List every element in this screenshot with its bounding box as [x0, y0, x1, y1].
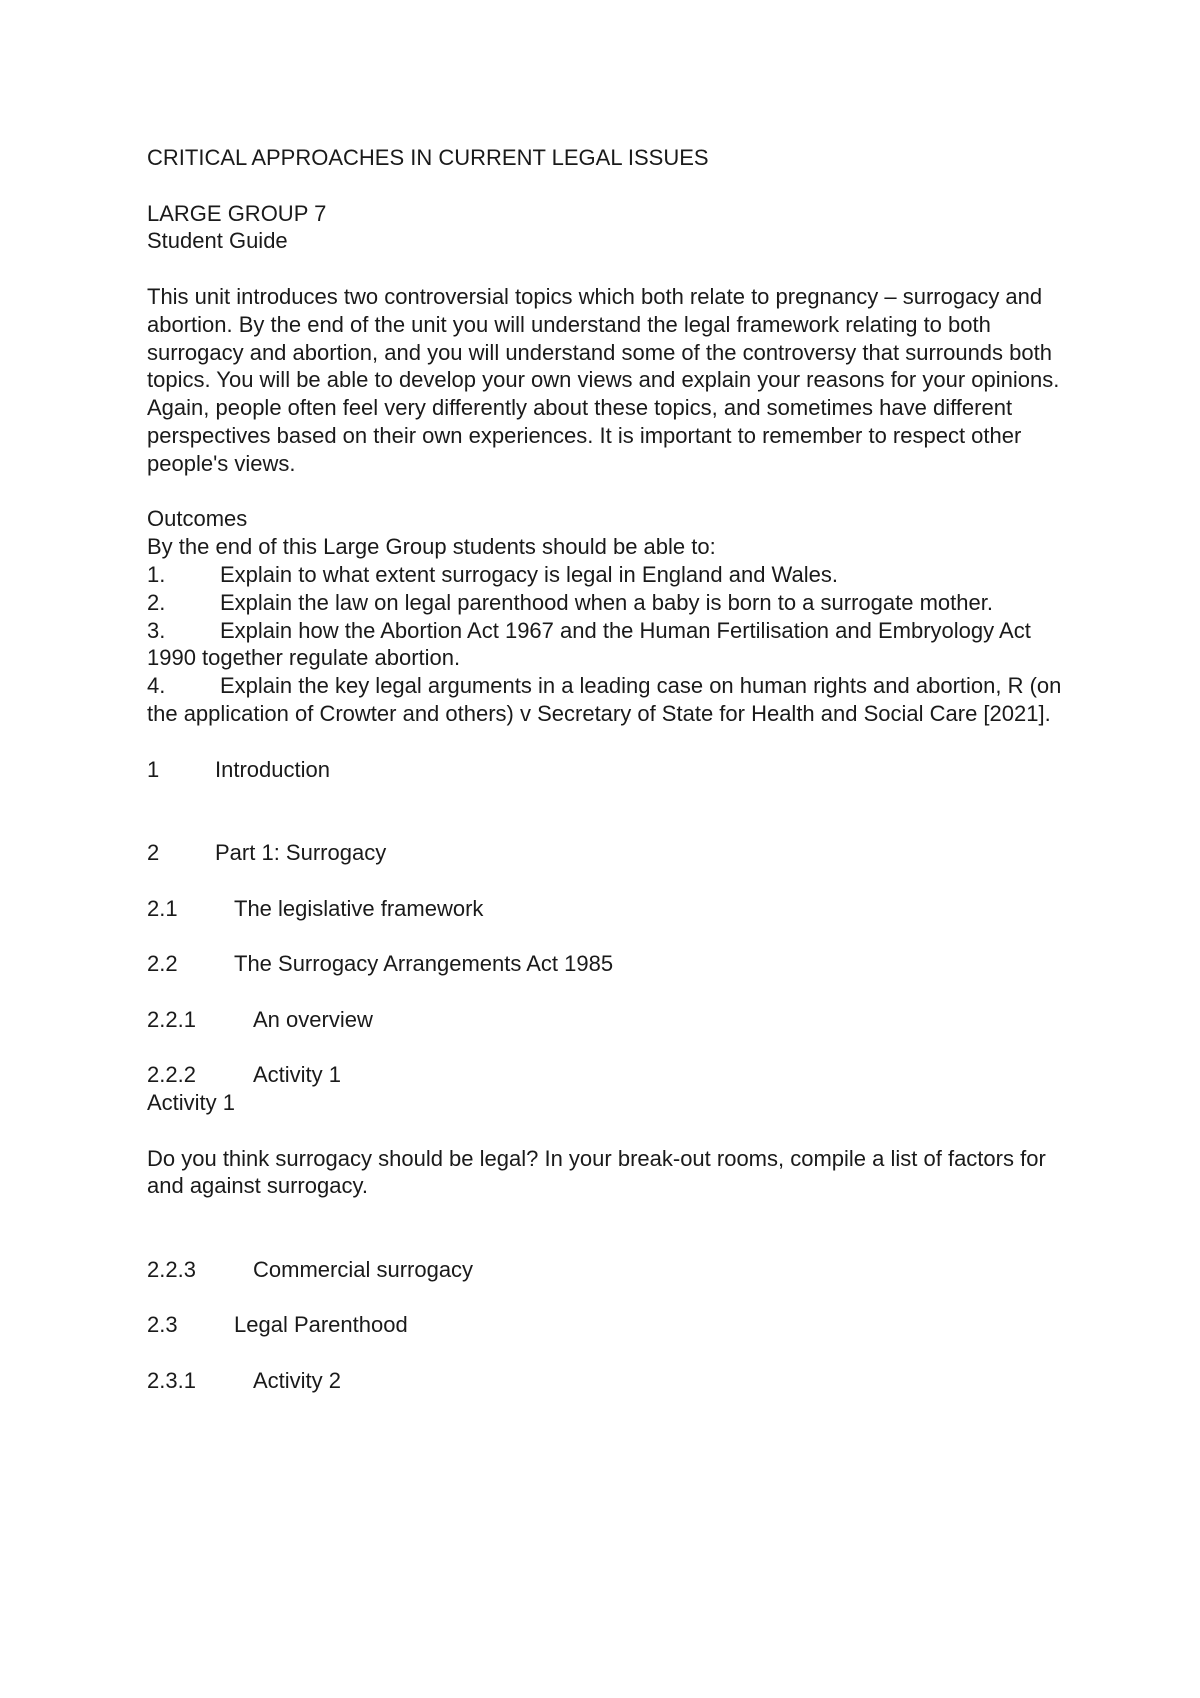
- section-title: The Surrogacy Arrangements Act 1985: [234, 951, 614, 977]
- outcome-item: [147, 589, 1077, 617]
- document-title: CRITICAL APPROACHES IN CURRENT LEGAL ISSUES: [147, 145, 709, 170]
- group-label: LARGE GROUP 7: [147, 200, 327, 226]
- outcome-number: 2.: [147, 589, 166, 615]
- outcomes-lead: By the end of this Large Group students should be able to:: [147, 534, 716, 560]
- outcome-item: [147, 561, 1077, 589]
- outcome-number: 1.: [147, 561, 166, 587]
- section-number: 2.1: [147, 895, 178, 921]
- section-number: 2.3.1: [147, 1368, 196, 1394]
- subsubsection-heading: [147, 1367, 1077, 1395]
- subsection-heading: [147, 895, 1077, 923]
- section-title: Activity 2: [253, 1368, 342, 1394]
- section-number: 2.2.2: [147, 1062, 196, 1088]
- outcome-item: [147, 672, 1077, 728]
- outcome-text: Explain the key legal arguments in a leading case on human rights and abortion, R (on the application of Crowter and others) v Secretary of State for Health and Social Care [2021].: [147, 673, 1062, 726]
- subsubsection-heading: [147, 1006, 1077, 1034]
- activity-text: Do you think surrogacy should be legal? In your break-out rooms, compile a list of factors for and against surrogacy.: [147, 1145, 1046, 1199]
- activity-label: Activity 1: [147, 1090, 236, 1116]
- section-title: Activity 1: [253, 1062, 342, 1088]
- subsection-heading: [147, 950, 1077, 978]
- outcomes-heading: Outcomes: [147, 506, 248, 532]
- outcome-text: Explain to what extent surrogacy is legal in England and Wales.: [220, 561, 838, 587]
- section-title: The legislative framework: [234, 895, 484, 921]
- section-number: 2.3: [147, 1312, 178, 1338]
- subsubsection-heading: [147, 1061, 1077, 1089]
- section-title: Commercial surrogacy: [253, 1256, 474, 1282]
- document-page: [147, 144, 1077, 1395]
- section-title: Introduction: [215, 756, 330, 782]
- section-number: 2.2: [147, 951, 178, 977]
- intro-paragraph: This unit introduces two controversial topics which both relate to pregnancy – surrogacy and abortion. By the end of the unit you will understand the legal framework relating to both surrogacy and abortion, and you will understand some of the controversy that surrounds both topics. You will be able to develop your own views and explain your reasons for your opinions.: [147, 283, 1060, 393]
- subsection-heading: [147, 1311, 1077, 1339]
- intro-paragraph: Again, people often feel very differently about these topics, and sometimes have different perspectives based on their own experiences. It is important to remember to respect other people's views.: [147, 395, 1022, 476]
- outcome-text: Explain the law on legal parenthood when a baby is born to a surrogate mother.: [220, 589, 993, 615]
- section-number: 2: [147, 839, 160, 865]
- section-heading: [147, 756, 1077, 784]
- section-heading: [147, 839, 1077, 867]
- document-subtitle: Student Guide: [147, 228, 288, 254]
- section-title: Legal Parenthood: [234, 1312, 408, 1338]
- section-title: An overview: [253, 1006, 373, 1032]
- section-title: Part 1: Surrogacy: [215, 839, 387, 865]
- outcome-text: Explain how the Abortion Act 1967 and the Human Fertilisation and Embryology Act 1990 together regulate abortion.: [147, 617, 1031, 671]
- section-number: 2.2.1: [147, 1006, 196, 1032]
- section-number: 1: [147, 756, 160, 782]
- section-number: 2.2.3: [147, 1256, 196, 1282]
- subsubsection-heading: [147, 1256, 1077, 1284]
- outcome-item: [147, 617, 1077, 673]
- outcome-number: 4.: [147, 673, 166, 699]
- outcome-number: 3.: [147, 617, 166, 643]
